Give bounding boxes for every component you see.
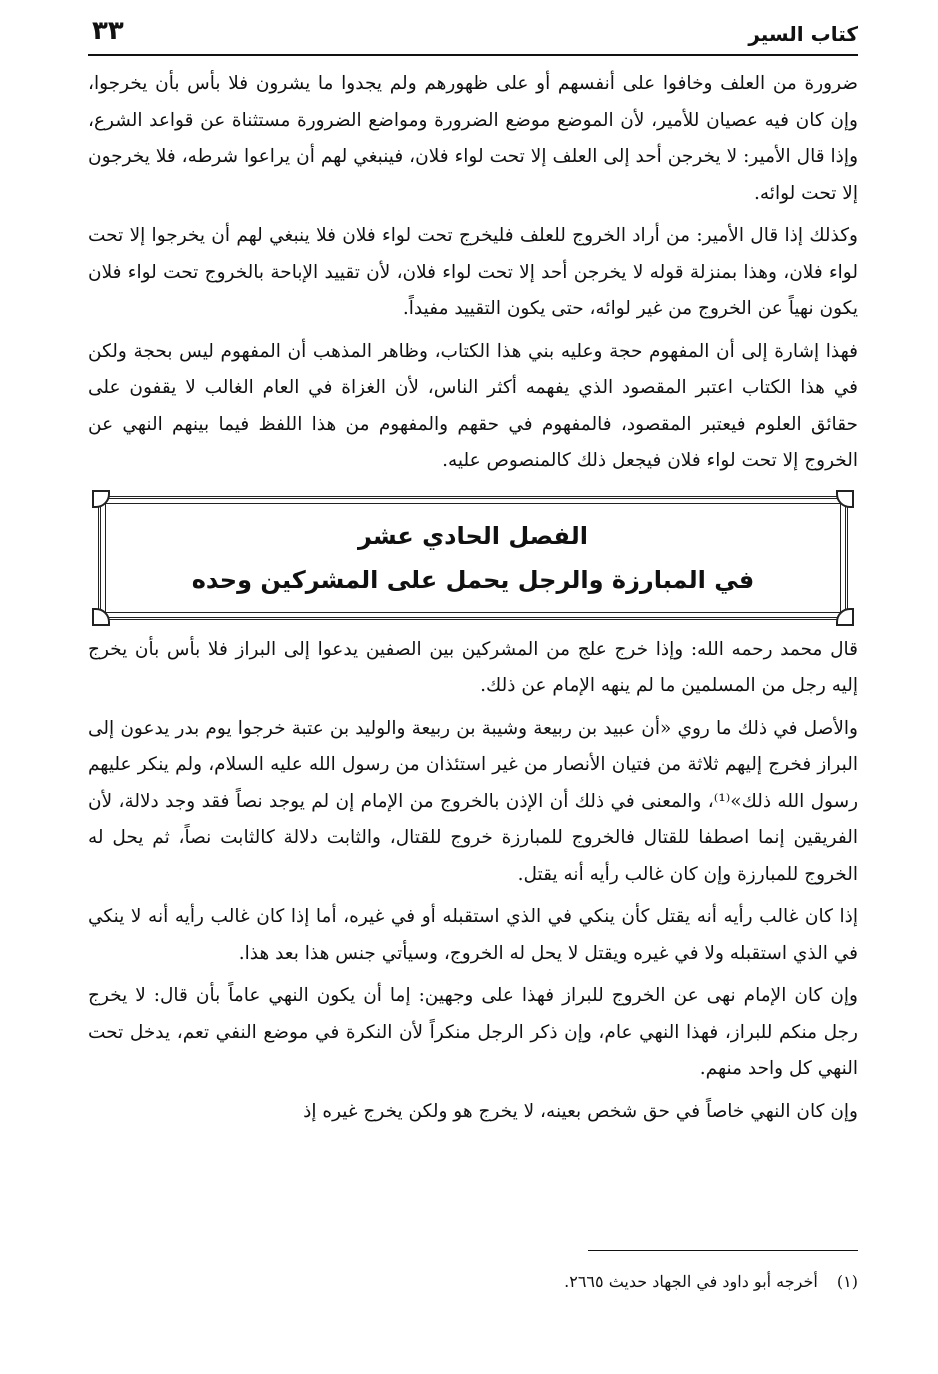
page bbox=[88, 14, 858, 1354]
paragraph: قال محمد رحمه الله: وإذا خرج علج من المشركين بين الصفين يدعوا إلى البراز فلا بأس بأن يخرج إليه رجل من المسلمين ما لم ينهه الإمام عن ذلك. bbox=[88, 638, 858, 696]
paragraph: وإن كان الإمام نهى عن الخروج للبراز فهذا على وجهين: إما أن يكون النهي عاماً بأن قال: لا يخرج رجل منكم للبراز، فهذا النهي عام، وإن ذكر الرجل منكراً لأن النكرة في موضع النفي تعم، يدخل تحت النهي كل واحد منهم. bbox=[88, 985, 858, 1079]
footnote-text: أخرجه أبو داود في الجهاد حديث ٢٦٦٥. bbox=[564, 1272, 818, 1291]
paragraph: ضرورة من العلف وخافوا على أنفسهم أو على ظهورهم ولم يجدوا ما يشرون فلا بأس بأن يخرجوا، وإن كان فيه عصيان للأمير، لأن الموضع موضع الضرورة ومواضع الضرورة مستثناة عن قواعد الشرع، وإذا قال الأمير: لا يخرجن أحد إلى العلف إلا تحت لواء فلان، فينبغي لهم أن يراعوا شرطه، فلا يخرجون إلا تحت لوائه. bbox=[88, 73, 858, 204]
book-title: كتاب السير bbox=[748, 22, 858, 46]
paragraph: فهذا إشارة إلى أن المفهوم حجة وعليه بني هذا الكتاب، وظاهر المذهب أن المفهوم ليس بحجة ولكن في هذا الكتاب اعتبر المقصود الذي يفهمه أكثر الناس، لأن الغزاة في العام الغالب لا يقفون على حقائق العلوم فيعتبر المقصود، فالمفهوم في حقهم والمفهوم من هذا اللفظ فيما بينهم النهي عن الخروج إلا تحت لواء فلان فيجعل ذلك كالمنصوص عليه. bbox=[88, 340, 858, 471]
paragraph: إذا كان غالب رأيه أنه يقتل كأن ينكي في الذي استقبله أو في غيره، أما إذا كان غالب رأيه أنه لا ينكي في الذي استقبله ولا في غيره ويقتل لا يحل له الخروج، وسيأتي جنس هذا بعد هذا. bbox=[88, 906, 858, 964]
chapter-number: الفصل الحادي عشر bbox=[358, 521, 588, 550]
footnote bbox=[564, 1268, 858, 1296]
chapter-heading bbox=[105, 503, 841, 613]
paragraph: وكذلك إذا قال الأمير: من أراد الخروج للعلف فليخرج تحت لواء فلان فلا ينبغي لهم أن يخرجوا إلا تحت لواء فلان، وهذا بمنزلة قوله لا يخرجن أحد إلا تحت لواء فلان، لأن تقييد الإباحة بالخروج تحت لواء فلان يكون نهياً عن الخروج من غير لوائه، حتى يكون التقييد مفيداً. bbox=[88, 225, 858, 319]
chapter-title: في المبارزة والرجل يحمل على المشركين وحده bbox=[191, 565, 755, 594]
footnote-number: (١) bbox=[836, 1272, 858, 1291]
paragraph: وإن كان النهي خاصاً في حق شخص بعينه، لا يخرج هو ولكن يخرج غيره إذ bbox=[303, 1100, 858, 1122]
running-header bbox=[88, 14, 858, 56]
paragraph: والأصل في ذلك ما روي «أن عبيد بن ربيعة وشيبة بن ربيعة والوليد بن عتبة خرجوا يوم بدر يدعون إلى البراز فخرج إليهم ثلاثة من فتيان الأنصار من غير استئذان من رسول الله عليه السلام، ولم ينكر عليهم رسول الله ذلك»⁽¹⁾، والمعنى في ذلك أن الإذن بالخروج من الإمام إن لم يوجد نصاً فقد وجد دلالة، لأن الفريقين إنما اصطفا للقتال فالخروج للمبارزة خروج للقتال، والثابت دلالة كالثابت نصاً، ثم يحل له الخروج للمبارزة وإن كان غالب رأيه أنه يقتل. bbox=[88, 717, 859, 885]
chapter-heading-frame bbox=[98, 496, 848, 620]
footnote-divider bbox=[588, 1250, 858, 1251]
page-number: ٣٣ bbox=[92, 16, 124, 46]
